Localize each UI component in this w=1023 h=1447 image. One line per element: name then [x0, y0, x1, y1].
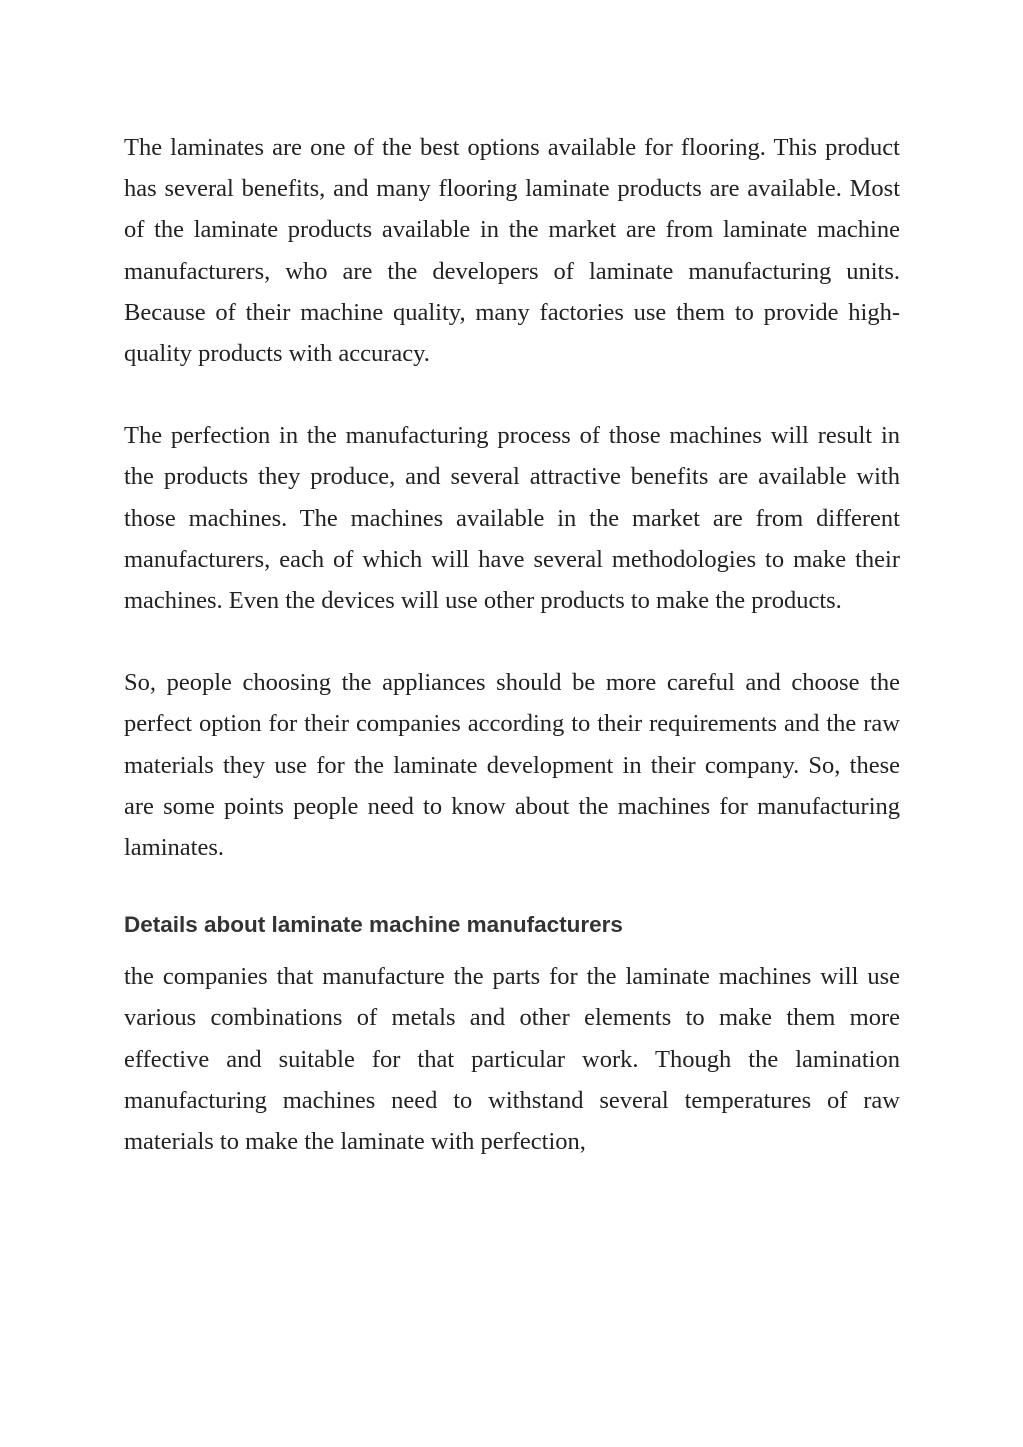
paragraph-choosing: So, people choosing the appliances should be more careful and choose the perfect option for their companies according to their requirements and the raw materials they use for the laminate development in their company. So, these are some points people need to know about the machines for manufacturing laminates. [124, 669, 900, 862]
paragraph-companies: the companies that manufacture the parts for the laminate machines will use various combinations of metals and other elements to make them more effective and suitable for that particular work. Though the lamination manufacturing machines need to withstand several temperatures of raw materials to make the laminate with perfection, [124, 963, 900, 1156]
section-heading: Details about laminate machine manufacturers [124, 912, 623, 938]
paragraph-intro: The laminates are one of the best options available for flooring. This product has several benefits, and many flooring laminate products are available. Most of the laminate products available in the market are from laminate machine manufacturers, who are the developers of laminate manufacturing units. Because of their machine quality, many factories use them to provide high-quality products with accuracy. [124, 134, 900, 368]
paragraph-perfection: The perfection in the manufacturing process of those machines will result in the products they produce, and several attractive benefits are available with those machines. The machines available in the market are from different manufacturers, each of which will have several methodologies to make their machines. Even the devices will use other products to make the products. [124, 422, 900, 615]
document-page [124, 127, 900, 1162]
